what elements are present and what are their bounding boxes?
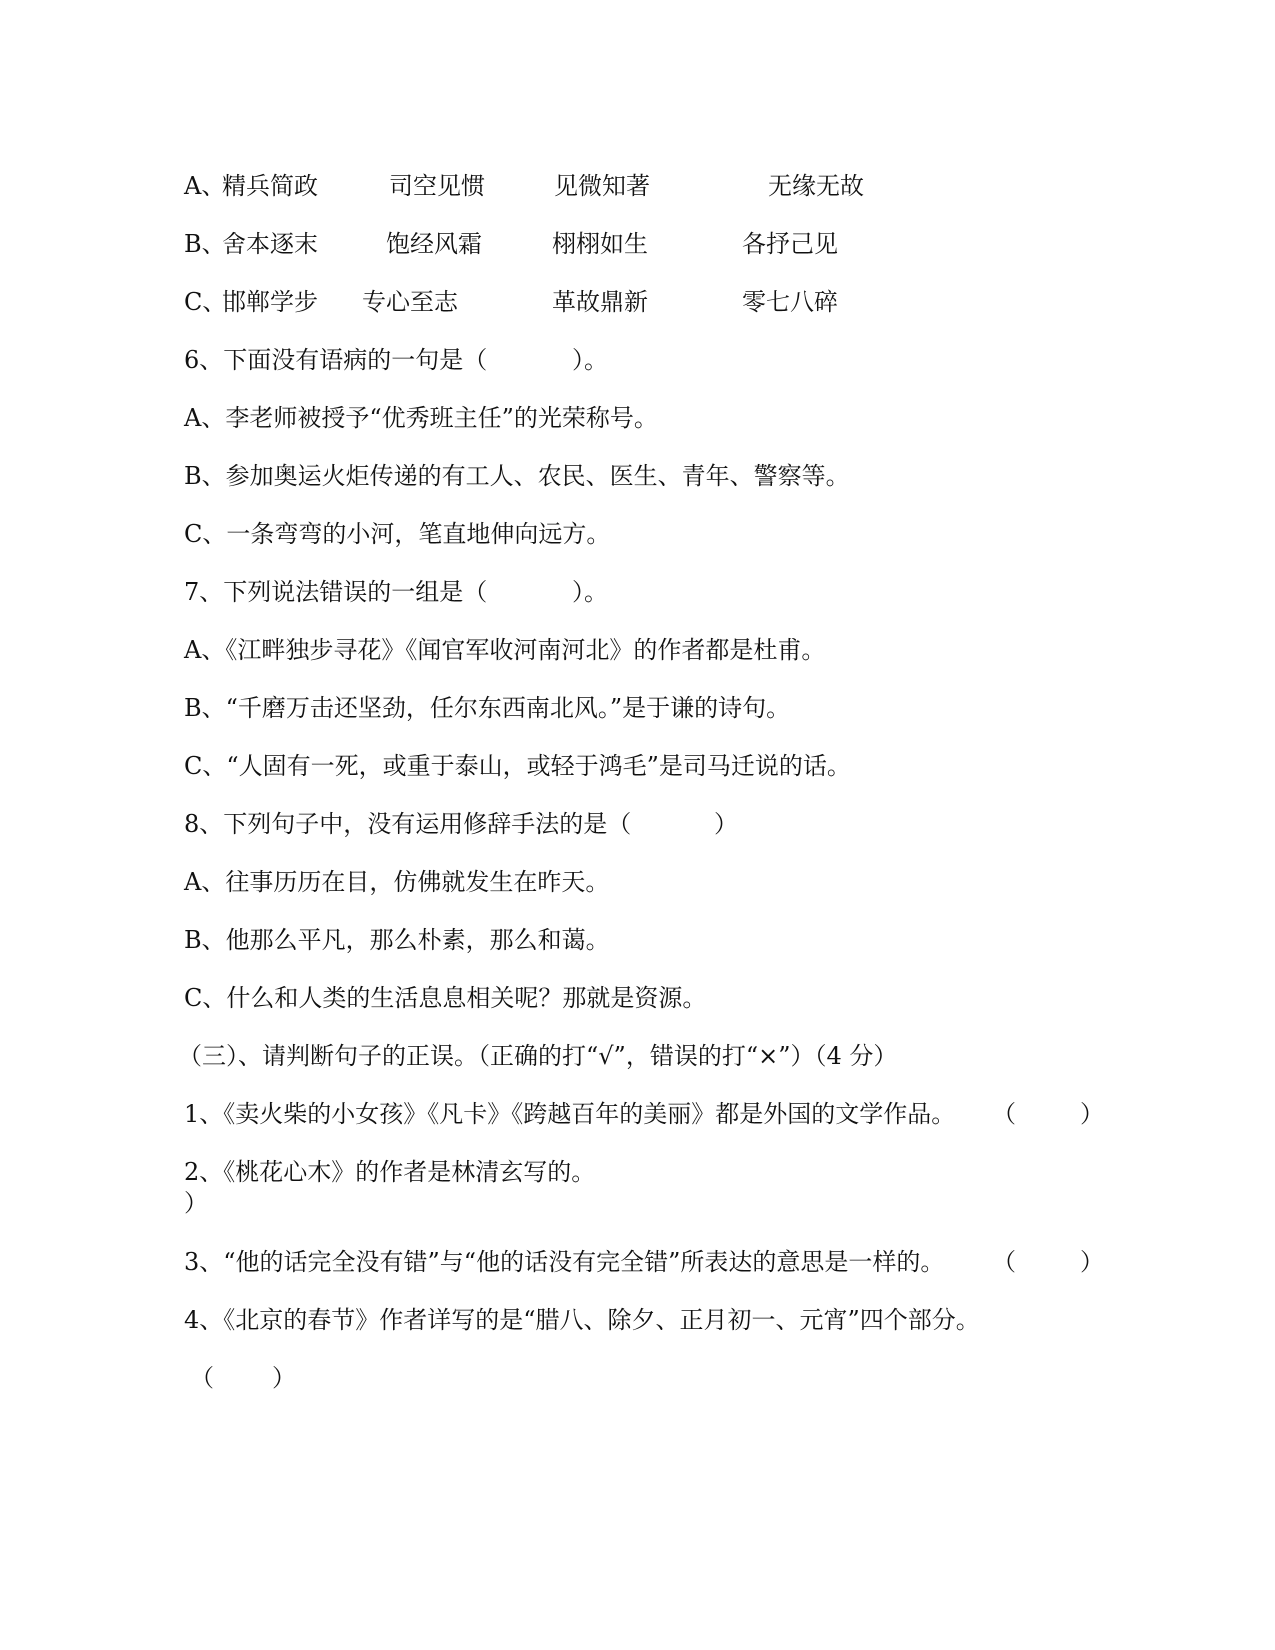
question-6-option-b: B、参加奥运火炬传递的有工人、农民、医生、青年、警察等。	[184, 462, 850, 490]
question-stem: 8、下列句子中，没有运用修辞手法的是（	[184, 810, 632, 838]
answer-blank-close: ）。	[572, 578, 608, 606]
answer-blank-close: ）	[714, 810, 738, 838]
question-stem: 7、下列说法错误的一组是（	[184, 578, 488, 606]
idiom: 饱经风霜	[386, 230, 482, 258]
idiom: 精兵简政	[222, 172, 318, 200]
idiom: 邯郸学步	[222, 288, 318, 316]
question-stem: 6、下面没有语病的一句是（	[184, 346, 488, 374]
answer-blank-close: ）	[184, 1189, 208, 1217]
answer-blank-open: （	[992, 1100, 1016, 1128]
idiom: 舍本逐末	[222, 230, 318, 258]
question-7-option-b: B、“千磨万击还坚劲，任尔东西南北风。”是于谦的诗句。	[184, 694, 791, 722]
judgement-text: 1、《卖火柴的小女孩》《凡卡》《跨越百年的美丽》都是外国的文学作品。	[184, 1100, 956, 1128]
question-8-option-b: B、他那么平凡，那么朴素，那么和蔼。	[184, 926, 610, 954]
judgement-text: 4、《北京的春节》作者详写的是“腊八、除夕、正月初一、元宵”四个部分。	[184, 1306, 980, 1334]
idiom: 司空见惯	[389, 172, 485, 200]
answer-blank-close: ）	[272, 1364, 296, 1392]
option-label: A、	[184, 172, 226, 200]
answer-blank-close: ）	[1080, 1100, 1104, 1128]
question-8-option-a: A、往事历历在目，仿佛就发生在昨天。	[184, 868, 610, 896]
idiom: 各抒己见	[742, 230, 838, 258]
answer-blank-close: ）	[1080, 1248, 1104, 1276]
question-8-option-c: C、什么和人类的生活息息相关呢？那就是资源。	[184, 984, 707, 1012]
option-label: B、	[184, 230, 226, 258]
answer-blank-close: ）。	[572, 346, 608, 374]
section-heading: （三）、请判断句子的正误。（正确的打“√”，错误的打“×”）（4 分）	[178, 1042, 898, 1070]
question-6-option-a: A、李老师被授予“优秀班主任”的光荣称号。	[184, 404, 658, 432]
idiom: 零七八碎	[742, 288, 838, 316]
question-7-option-a: A、《江畔独步寻花》《闻官军收河南河北》的作者都是杜甫。	[184, 636, 826, 664]
idiom: 无缘无故	[768, 172, 864, 200]
option-label: C、	[184, 288, 227, 316]
idiom: 革故鼎新	[552, 288, 648, 316]
judgement-text: 3、“他的话完全没有错”与“他的话没有完全错”所表达的意思是一样的。	[184, 1248, 945, 1276]
judgement-text: 2、《桃花心木》的作者是林清玄写的。	[184, 1158, 596, 1186]
idiom: 栩栩如生	[552, 230, 648, 258]
answer-blank-open: （	[190, 1364, 214, 1392]
question-6-option-c: C、一条弯弯的小河，笔直地伸向远方。	[184, 520, 611, 548]
question-7-option-c: C、“人固有一死，或重于泰山，或轻于鸿毛”是司马迁说的话。	[184, 752, 851, 780]
idiom: 专心至志	[362, 288, 458, 316]
answer-blank-open: （	[992, 1248, 1016, 1276]
idiom: 见微知著	[554, 172, 650, 200]
